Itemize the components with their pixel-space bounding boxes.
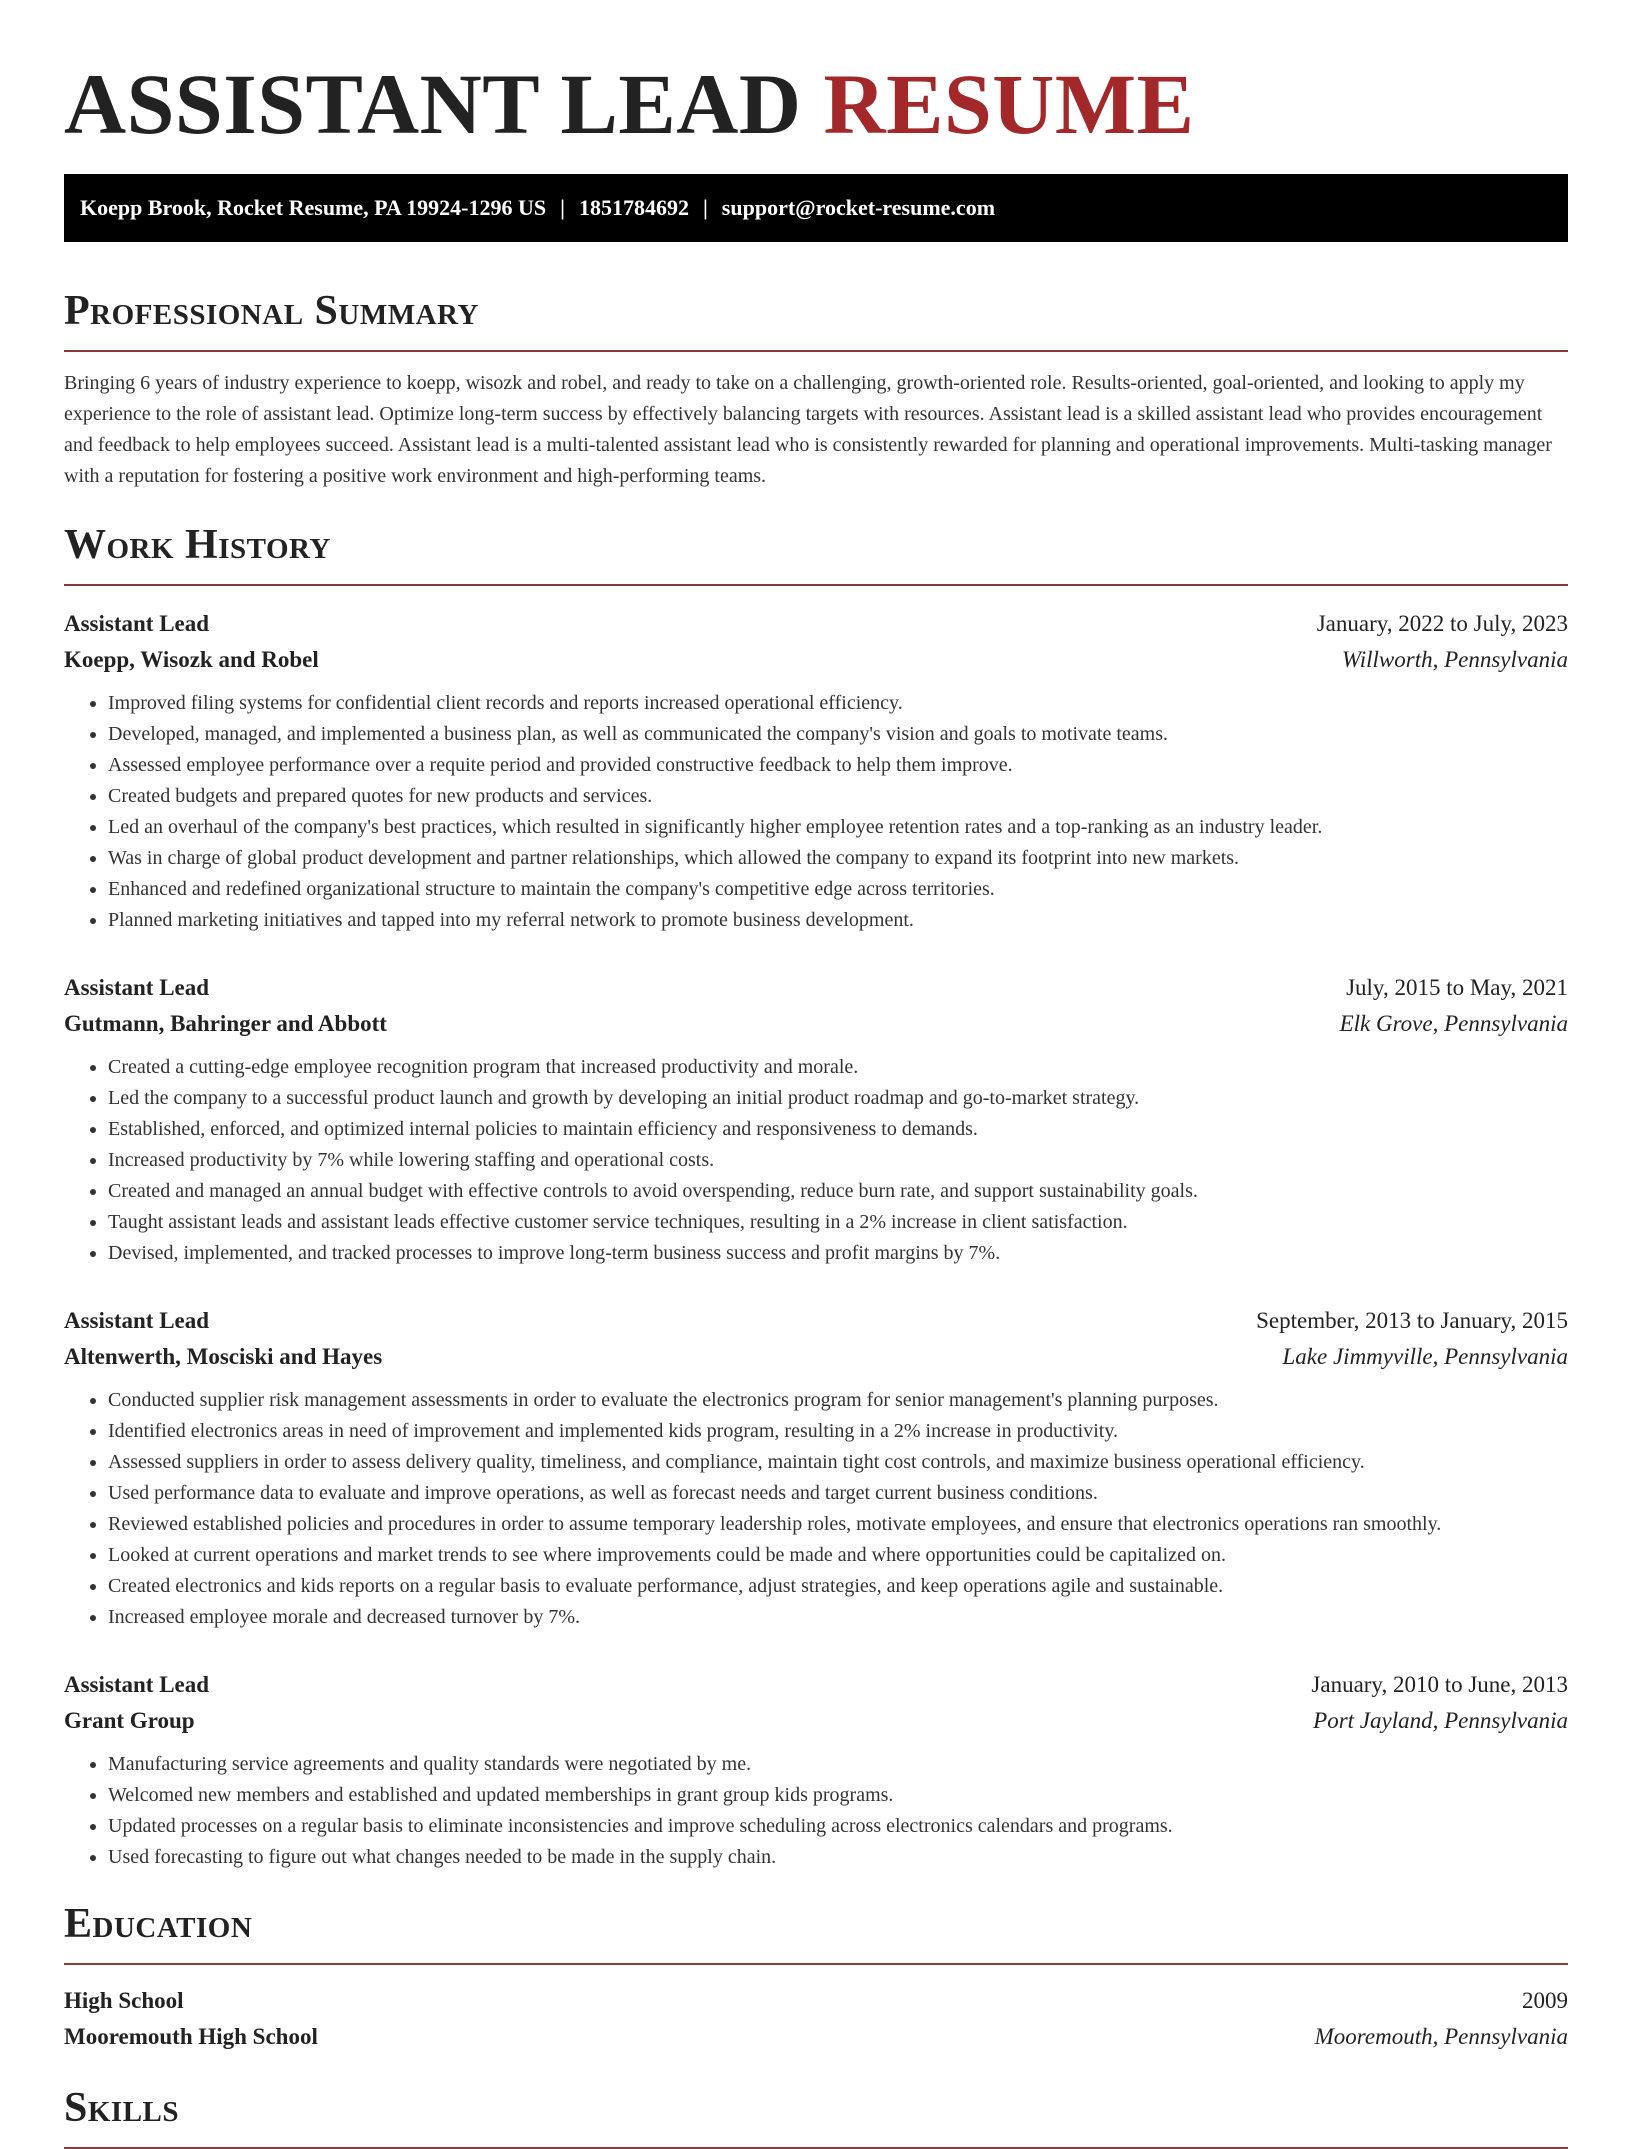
job-bullet: • Created electronics and kids reports on a regular basis to evaluate performance, adjust strategies, and keep operations agile and sustainable. xyxy=(108,1571,1568,1602)
job-entry xyxy=(64,606,1568,936)
job-bullet-list xyxy=(64,1749,1568,1873)
job-bullet: • Taught assistant leads and assistant leads effective customer service techniques, resulting in a 2% increase in client satisfaction. xyxy=(108,1207,1568,1238)
summary-heading: Professional Summary xyxy=(64,286,1568,352)
job-bullet: • Updated processes on a regular basis to eliminate inconsistencies and improve scheduling across electronics calendars and programs. xyxy=(108,1811,1568,1842)
job-bullet: • Planned marketing initiatives and tapped into my referral network to promote business development. xyxy=(108,905,1568,936)
job-bullet: • Looked at current operations and market trends to see where improvements could be made and where opportunities could be capitalized on. xyxy=(108,1540,1568,1571)
job-entry xyxy=(64,1303,1568,1633)
job-bullet: • Manufacturing service agreements and quality standards were negotiated by me. xyxy=(108,1749,1568,1780)
resume-page xyxy=(64,0,1568,2149)
job-bullet: • Assessed suppliers in order to assess delivery quality, timeliness, and compliance, maintain tight cost controls, and maximize business operational efficiency. xyxy=(108,1447,1568,1478)
job-bullet: • Created a cutting-edge employee recognition program that increased productivity and morale. xyxy=(108,1052,1568,1083)
summary-text: Bringing 6 years of industry experience to koepp, wisozk and robel, and ready to take on a challenging, growth-oriented role. Results-oriented, goal-oriented, and looking to apply my experience to the role of assistant lead. Optimize long-term success by effectively balancing targets with resources. Assistant lead is a skilled assistant lead who provides encouragement and feedback to help employees succeed. Assistant lead is a multi-talented assistant lead who is consistently rewarded for planning and operational improvements. Multi-tasking manager with a reputation for fostering a positive work environment and high-performing teams. xyxy=(64,372,1552,487)
job-bullet: • Led the company to a successful product launch and growth by developing an initial product roadmap and go-to-market strategy. xyxy=(108,1083,1568,1114)
job-bullet-list xyxy=(64,1385,1568,1633)
education-heading: Education xyxy=(64,1899,1568,1965)
job-bullet: • Created budgets and prepared quotes for new products and services. xyxy=(108,781,1568,812)
title-main: ASSISTANT LEAD xyxy=(64,56,802,152)
job-company: Grant Group xyxy=(64,1708,195,1733)
job-title-row xyxy=(64,1667,1568,1703)
job-dates: July, 2015 to May, 2021 xyxy=(1346,975,1568,1000)
job-title: Assistant Lead xyxy=(64,1672,210,1697)
job-title-row xyxy=(64,970,1568,1006)
job-company-row xyxy=(64,1339,1568,1375)
job-bullet: • Led an overhaul of the company's best practices, which resulted in significantly higher employee retention rates and a top-ranking as an industry leader. xyxy=(108,812,1568,843)
job-location: Lake Jimmyville, Pennsylvania xyxy=(1282,1344,1568,1369)
education-school-row xyxy=(64,2019,1568,2055)
job-bullet: • Increased productivity by 7% while lowering staffing and operational costs. xyxy=(108,1145,1568,1176)
job-title: Assistant Lead xyxy=(64,975,210,1000)
job-bullet: • Increased employee morale and decreased turnover by 7%. xyxy=(108,1602,1568,1633)
job-location: Willworth, Pennsylvania xyxy=(1341,647,1568,672)
job-bullet: • Conducted supplier risk management assessments in order to evaluate the electronics program for senior management's planning purposes. xyxy=(108,1385,1568,1416)
job-dates: September, 2013 to January, 2015 xyxy=(1256,1308,1568,1333)
job-bullet: • Welcomed new members and established and updated memberships in grant group kids programs. xyxy=(108,1780,1568,1811)
education-location: Mooremouth, Pennsylvania xyxy=(1314,2024,1568,2049)
job-title-row xyxy=(64,1303,1568,1339)
job-company-row xyxy=(64,1006,1568,1042)
contact-separator: | xyxy=(702,195,708,220)
contact-email[interactable]: support@rocket-resume.com xyxy=(721,195,996,220)
education-degree-row xyxy=(64,1983,1568,2019)
job-company: Altenwerth, Mosciski and Hayes xyxy=(64,1344,383,1369)
job-company: Koepp, Wisozk and Robel xyxy=(64,647,319,672)
job-bullet: • Enhanced and redefined organizational structure to maintain the company's competitive edge across territories. xyxy=(108,874,1568,905)
contact-separator: | xyxy=(560,195,565,220)
job-title: Assistant Lead xyxy=(64,611,210,636)
job-company-row xyxy=(64,642,1568,678)
job-bullet: • Identified electronics areas in need of improvement and implemented kids program, resulting in a 2% increase in productivity. xyxy=(108,1416,1568,1447)
job-bullet: • Developed, managed, and implemented a business plan, as well as communicated the company's vision and goals to motivate teams. xyxy=(108,719,1568,750)
job-bullet: • Established, enforced, and optimized internal policies to maintain efficiency and responsiveness to demands. xyxy=(108,1114,1568,1145)
title-accent: RESUME xyxy=(823,56,1195,152)
job-bullet: • Created and managed an annual budget with effective controls to avoid overspending, reduce burn rate, and support sustainability goals. xyxy=(108,1176,1568,1207)
contact-bar xyxy=(64,174,1568,242)
job-entry xyxy=(64,970,1568,1269)
job-dates: January, 2022 to July, 2023 xyxy=(1316,611,1568,636)
job-title-row xyxy=(64,606,1568,642)
education-degree: High School xyxy=(64,1988,184,2013)
work-history-list xyxy=(64,606,1568,1873)
job-dates: January, 2010 to June, 2013 xyxy=(1311,1672,1568,1697)
job-location: Elk Grove, Pennsylvania xyxy=(1339,1011,1568,1036)
education-entry xyxy=(64,1983,1568,2055)
job-bullet: • Used performance data to evaluate and improve operations, as well as forecast needs and target current business conditions. xyxy=(108,1478,1568,1509)
job-bullet: • Used forecasting to figure out what changes needed to be made in the supply chain. xyxy=(108,1842,1568,1873)
job-title: Assistant Lead xyxy=(64,1308,210,1333)
education-list xyxy=(64,1983,1568,2055)
job-bullet: • Assessed employee performance over a requite period and provided constructive feedback to help them improve. xyxy=(108,750,1568,781)
job-company-row xyxy=(64,1703,1568,1739)
job-bullet: • Reviewed established policies and procedures in order to assume temporary leadership roles, motivate employees, and ensure that electronics operations ran smoothly. xyxy=(108,1509,1568,1540)
resume-title xyxy=(64,58,1568,150)
job-bullet: • Devised, implemented, and tracked processes to improve long-term business success and profit margins by 7%. xyxy=(108,1238,1568,1269)
job-bullet: • Improved filing systems for confidential client records and reports increased operational efficiency. xyxy=(108,688,1568,719)
job-bullet: • Was in charge of global product development and partner relationships, which allowed the company to expand its footprint into new markets. xyxy=(108,843,1568,874)
job-entry xyxy=(64,1667,1568,1873)
contact-phone: 1851784692 xyxy=(578,195,689,220)
job-bullet-list xyxy=(64,1052,1568,1269)
education-year: 2009 xyxy=(1522,1988,1568,2013)
work-history-heading: Work History xyxy=(64,520,1568,586)
education-school: Mooremouth High School xyxy=(64,2024,318,2049)
contact-address: Koepp Brook, Rocket Resume, PA 19924-1296 US xyxy=(80,195,547,220)
skills-heading: Skills xyxy=(64,2083,1568,2149)
job-location: Port Jayland, Pennsylvania xyxy=(1313,1708,1568,1733)
job-bullet-list xyxy=(64,688,1568,936)
job-company: Gutmann, Bahringer and Abbott xyxy=(64,1011,387,1036)
